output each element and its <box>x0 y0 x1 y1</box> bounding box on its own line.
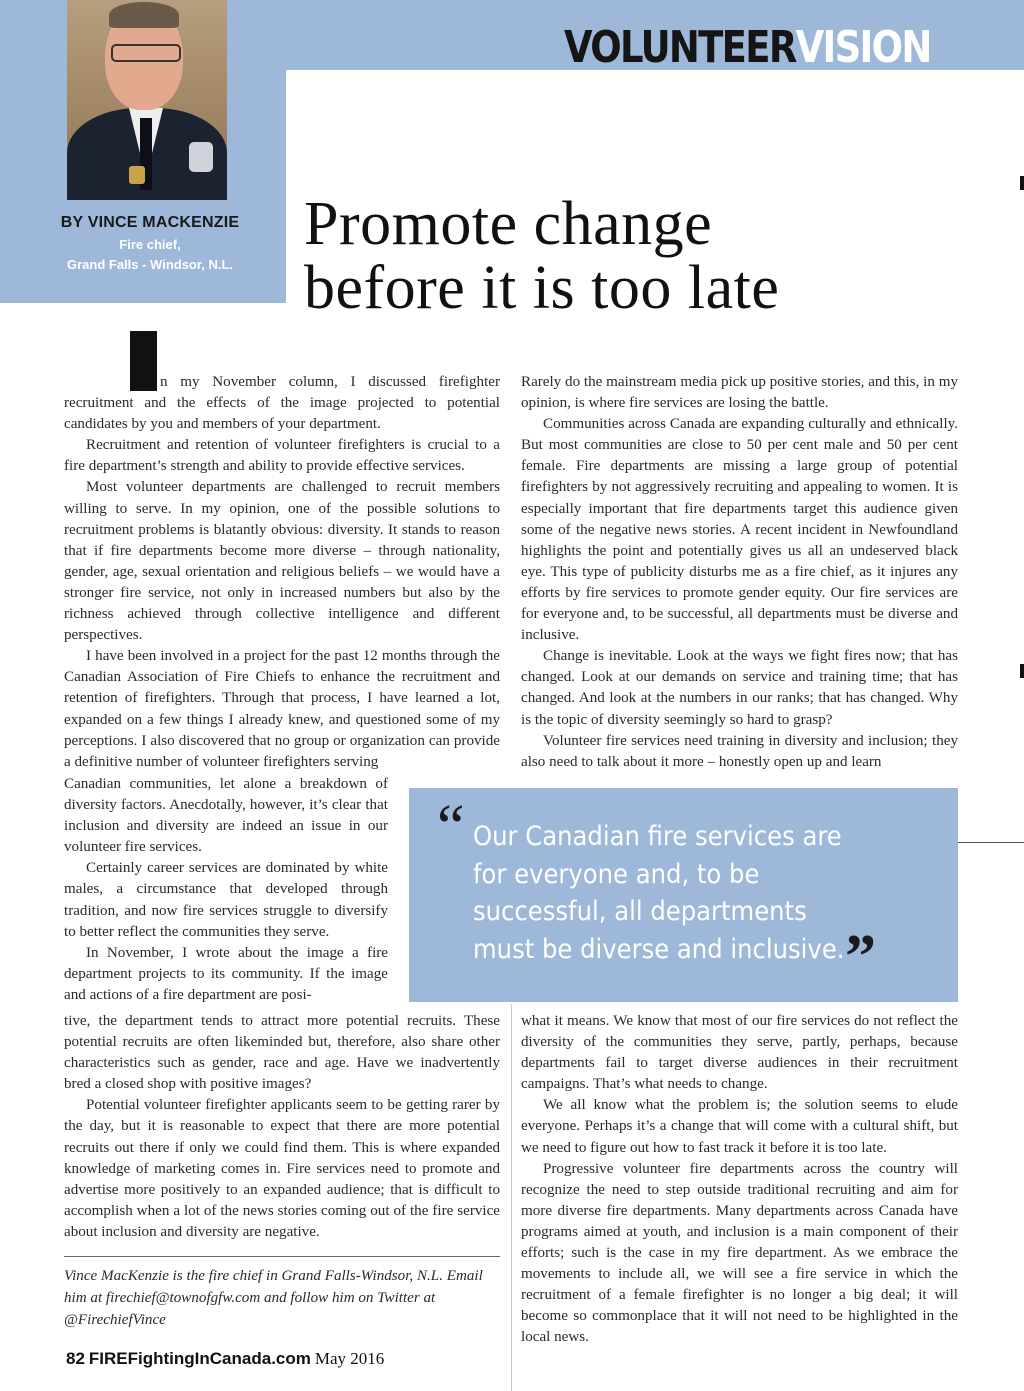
article-title <box>304 192 779 320</box>
paragraph: Certainly career services are dominated by white males, a circumstance that developed through tradition, and now fire services struggle to diversify to better reflect the communities they serve. <box>64 860 388 940</box>
edge-mark <box>1020 176 1024 190</box>
left-column-upper <box>64 372 500 773</box>
column-masthead <box>564 22 931 73</box>
column-divider <box>511 1004 512 1391</box>
right-column-lower <box>521 1011 958 1349</box>
paragraph: Recruitment and retention of volunteer firefighters is crucial to a fire department’s strength and ability to provide effective services. <box>64 437 500 475</box>
pull-quote-line: successful, all departments <box>473 896 807 927</box>
pull-quote-line: Our Canadian fire services are <box>473 821 842 852</box>
right-column-upper <box>521 372 958 773</box>
byline-role: Fire chief, <box>119 237 181 252</box>
paragraph: Canadian communities, let alone a breakdown of diversity factors. Anecdotally, however, it’s clear that inclusion and diversity are indeed an issue in our volunteer fire services. <box>64 776 388 856</box>
open-quote-mark: “ <box>437 793 465 861</box>
footer-site: FIREFightingInCanada.com <box>88 1349 311 1368</box>
page-footer <box>66 1349 384 1369</box>
byline-author: BY VINCE MACKENZIE <box>60 214 240 231</box>
byline <box>0 214 300 275</box>
pull-quote-line: must be diverse and inclusive. <box>473 933 845 965</box>
pull-quote-text <box>473 818 896 968</box>
paragraph: n my November column, I discussed firefighter recruitment and the effects of the image projected to potential candidates by you and members of your department. <box>64 374 500 433</box>
masthead-vision: VISION <box>795 22 931 73</box>
paragraph: Most volunteer departments are challenged to recruit members willing to serve. In my opinion, one of the possible solutions to recruitment problems is blatantly obvious: diversity. It stands to reason that if fire departments become more diverse – through nationality, gender, age, sexual orientation and religious beliefs – we would have a stronger fire service, not only in increased numbers but also by the richness achieved through collective intelligence and different perspectives. <box>64 479 500 644</box>
left-column-narrow <box>64 774 388 1006</box>
left-column-lower <box>64 1011 500 1243</box>
paragraph: tive, the department tends to attract more potential recruits. These potential recruits are often likeminded but, therefore, also share other characteristics such as gender, race and age. Have we inadvertently bred a closed shop with positive images? <box>64 1013 500 1093</box>
paragraph: Communities across Canada are expanding culturally and ethnically. But most communities are close to 50 per cent male and 50 per cent female. Fire departments are missing a large group of potential firefighters by not aggressively recruiting and appealing to women. It is especially important that fire departments target this audience given some of the negative news stories. A recent incident in Newfoundland highlights the point and potentially gives us all an undeserved black eye. This type of publicity disturbs me as a fire chief, as it injures any efforts by fire services to promote gender equity. Our fire services are for everyone and, to be successful, all departments must be diverse and inclusive. <box>521 416 958 644</box>
page-number: 82 <box>66 1349 85 1368</box>
close-quote-mark: ” <box>845 923 876 991</box>
paragraph: Change is inevitable. Look at the ways we fight fires now; that has changed. Look at our demands on service and training time; that has changed. And look at the numbers in our ranks; that has changed. Why is the topic of diversity seemingly so hard to grasp? <box>521 648 958 728</box>
pull-quote <box>409 788 958 1002</box>
author-photo <box>67 0 227 200</box>
title-line-2: before it is too late <box>304 254 780 322</box>
masthead-volunteer: VOLUNTEER <box>564 22 796 73</box>
paragraph: Potential volunteer firefighter applicants seem to be getting rarer by the day, but it is reasonable to expect that there are more potential recruits out there if only we could find them. This is where expanded knowledge of marketing comes in. Fire services need to promote and advertise more positively to an expanded audience; that is difficult to accomplish when a lot of the news stories coming out of the fire service about inclusion and diversity are negative. <box>64 1097 500 1240</box>
paragraph: I have been involved in a project for the past 12 months through the Canadian Association of Fire Chiefs to enhance the recruitment and retention of firefighters. Through that process, I have learned a lot, expanded on a few things I already knew, and questioned some of my perceptions. I also discovered that no group or organization can provide a definitive number of volunteer firefighters serving <box>64 648 500 770</box>
author-bio: Vince MacKenzie is the fire chief in Grand Falls-Windsor, N.L. Email him at firechief@townofgfw.com and follow him on Twitter at @FirechiefVince <box>64 1268 483 1328</box>
paragraph: what it means. We know that most of our fire services do not reflect the diversity of the communities they serve, partly, perhaps, because departments fail to target diverse audiences in their recruitment campaigns. That’s what needs to change. <box>521 1013 958 1093</box>
byline-location: Grand Falls - Windsor, N.L. <box>66 257 233 272</box>
paragraph: Volunteer fire services need training in diversity and inclusion; they also need to talk about it more – honestly open up and learn <box>521 732 958 770</box>
edge-mark <box>1020 664 1024 678</box>
bio-divider <box>64 1256 500 1257</box>
pull-quote-rule <box>958 842 1024 843</box>
paragraph: In November, I wrote about the image a fire department projects to its community. If the image and actions of a fire department are posi- <box>64 944 388 1003</box>
title-line-1: Promote change <box>304 190 713 258</box>
paragraph: Rarely do the mainstream media pick up positive stories, and this, in my opinion, is where fire services are losing the battle. <box>521 374 958 412</box>
paragraph: We all know what the problem is; the solution seems to elude everyone. Perhaps it’s a change that will come with a cultural shift, but we need to figure out how to fast track it before it is too late. <box>521 1097 958 1156</box>
paragraph: Progressive volunteer fire departments across the country will recognize the need to step outside traditional recruiting and aim for more diverse fire departments. Many departments across Canada have programs aimed at youth, and inclusion is a main component of their efforts; such is the case in my fire department. As we embrace the movements to include all, we will see a fire service in which the recruitment of a female firefighter is no longer a big deal; it will become so commonplace that it will not need to be highlighted in the local news. <box>521 1160 958 1346</box>
footer-date: May 2016 <box>314 1349 385 1368</box>
pull-quote-line: for everyone and, to be <box>473 858 760 890</box>
